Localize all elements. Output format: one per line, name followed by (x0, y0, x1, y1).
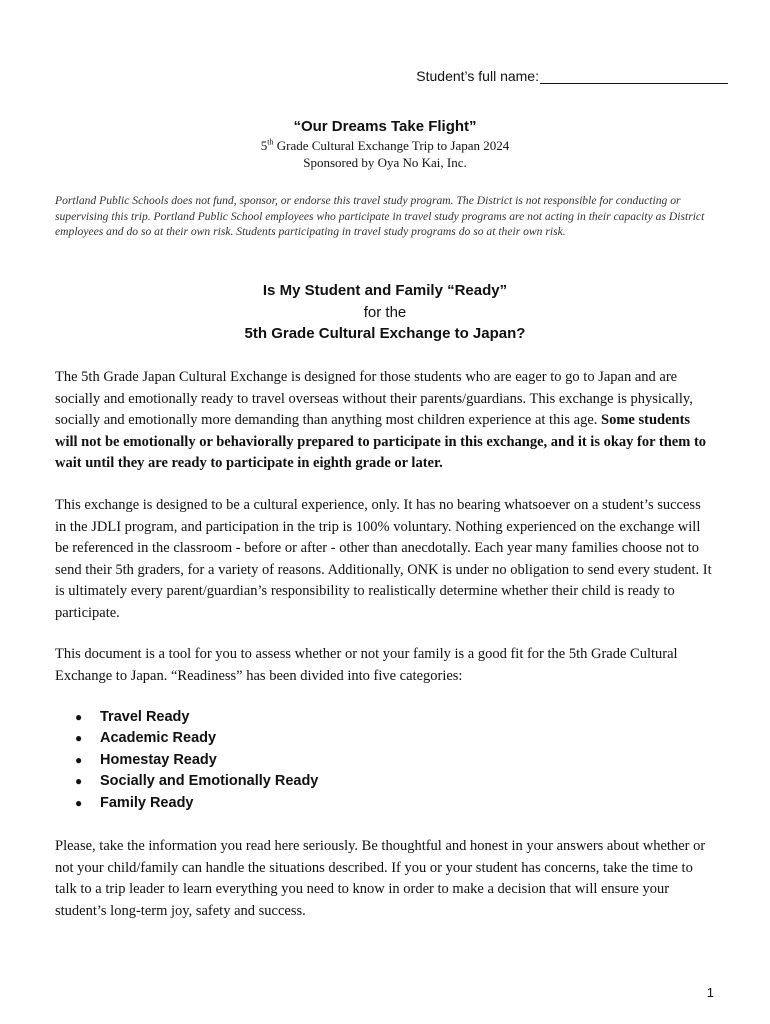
category-label: Academic Ready (100, 730, 217, 747)
list-item (55, 771, 318, 792)
category-label: Family Ready (100, 794, 194, 811)
list-item (55, 707, 318, 728)
cultural-experience-paragraph: This exchange is designed to be a cultural experience, only. It has no bearing whatsoever on a student’s success in the JDLI program, and participation in the trip is 100% voluntary. Nothing experienced on the exchange will be referenced in the classroom - before or after - other than anecdotally. Each year many families choose not to send their 5th graders, for a variety of reasons. Additionally, ONK is under no obligation to send every student. It is ultimately every parent/guardian’s responsibility to realistically determine whether their child is ready to participate. (55, 497, 712, 621)
readiness-heading-line3: 5th Grade Cultural Exchange to Japan? (244, 325, 526, 342)
intro-paragraph-text: The 5th Grade Japan Cultural Exchange is designed for those students who are eager to go to Japan and are socially and emotionally ready to travel overseas without their parents/guardians. This exchange is physically, socially and emotionally more demanding than anything most children experience at this age. (55, 369, 693, 428)
assessment-tool-paragraph: This document is a tool for you to assess whether or not your family is a good fit for the 5th Grade Cultural Exchange to Japan. “Readiness” has been divided into five categories: (55, 646, 678, 684)
bullet-icon: ● (75, 710, 83, 724)
trip-subtitle-ordinal: th (267, 137, 274, 147)
category-label: Travel Ready (100, 709, 190, 725)
intro-paragraph-bold: Some students will not be emotionally or behaviorally prepared to participate in this exchange, and it is okay for them to wait until they are ready to participate in eighth grade or later. (55, 412, 707, 471)
bullet-icon: ● (75, 795, 83, 810)
readiness-category-list (55, 707, 318, 814)
student-name-label: Student’s full name: (416, 68, 539, 84)
bullet-icon: ● (75, 774, 83, 789)
trip-subtitle-grade: 5 (260, 138, 268, 153)
readiness-heading-line1: Is My Student and Family “Ready” (262, 282, 508, 299)
trip-subtitle-rest: Grade Cultural Exchange Trip to Japan 2024 (273, 138, 510, 153)
list-item (55, 728, 318, 749)
list-item (55, 793, 318, 814)
bullet-icon: ● (75, 731, 83, 746)
trip-subtitle (0, 138, 770, 154)
closing-paragraph: Please, take the information you read here seriously. Be thoughtful and honest in your answers about whether or not your child/family can handle the situations described. If you or your student has concerns, take the time to talk to a trip leader to learn everything you need to know in order to make a decision that will ensure your student’s long-term joy, safety and success. (55, 838, 706, 919)
category-label: Socially and Emotionally Ready (100, 773, 319, 790)
sponsor-line: Sponsored by Oya No Kai, Inc. (303, 155, 467, 170)
bullet-icon: ● (75, 752, 83, 767)
page-number: 1 (706, 985, 714, 1000)
list-item (55, 750, 318, 771)
student-name-blank-line[interactable] (540, 68, 728, 84)
district-disclaimer: Portland Public Schools does not fund, sponsor, or endorse this travel study program. The District is not responsible for conducting or supervising this trip. Portland Public School employees who participate in travel study programs are not acting in their capacity as District employees and do so at their own risk. Students participating in travel study programs do so at their own risk. (55, 194, 705, 238)
readiness-heading-line2: for the (363, 304, 407, 321)
category-label: Homestay Ready (100, 751, 217, 768)
intro-paragraph (55, 367, 715, 475)
student-name-field[interactable] (416, 68, 728, 84)
document-title: “Our Dreams Take Flight” (293, 118, 477, 135)
